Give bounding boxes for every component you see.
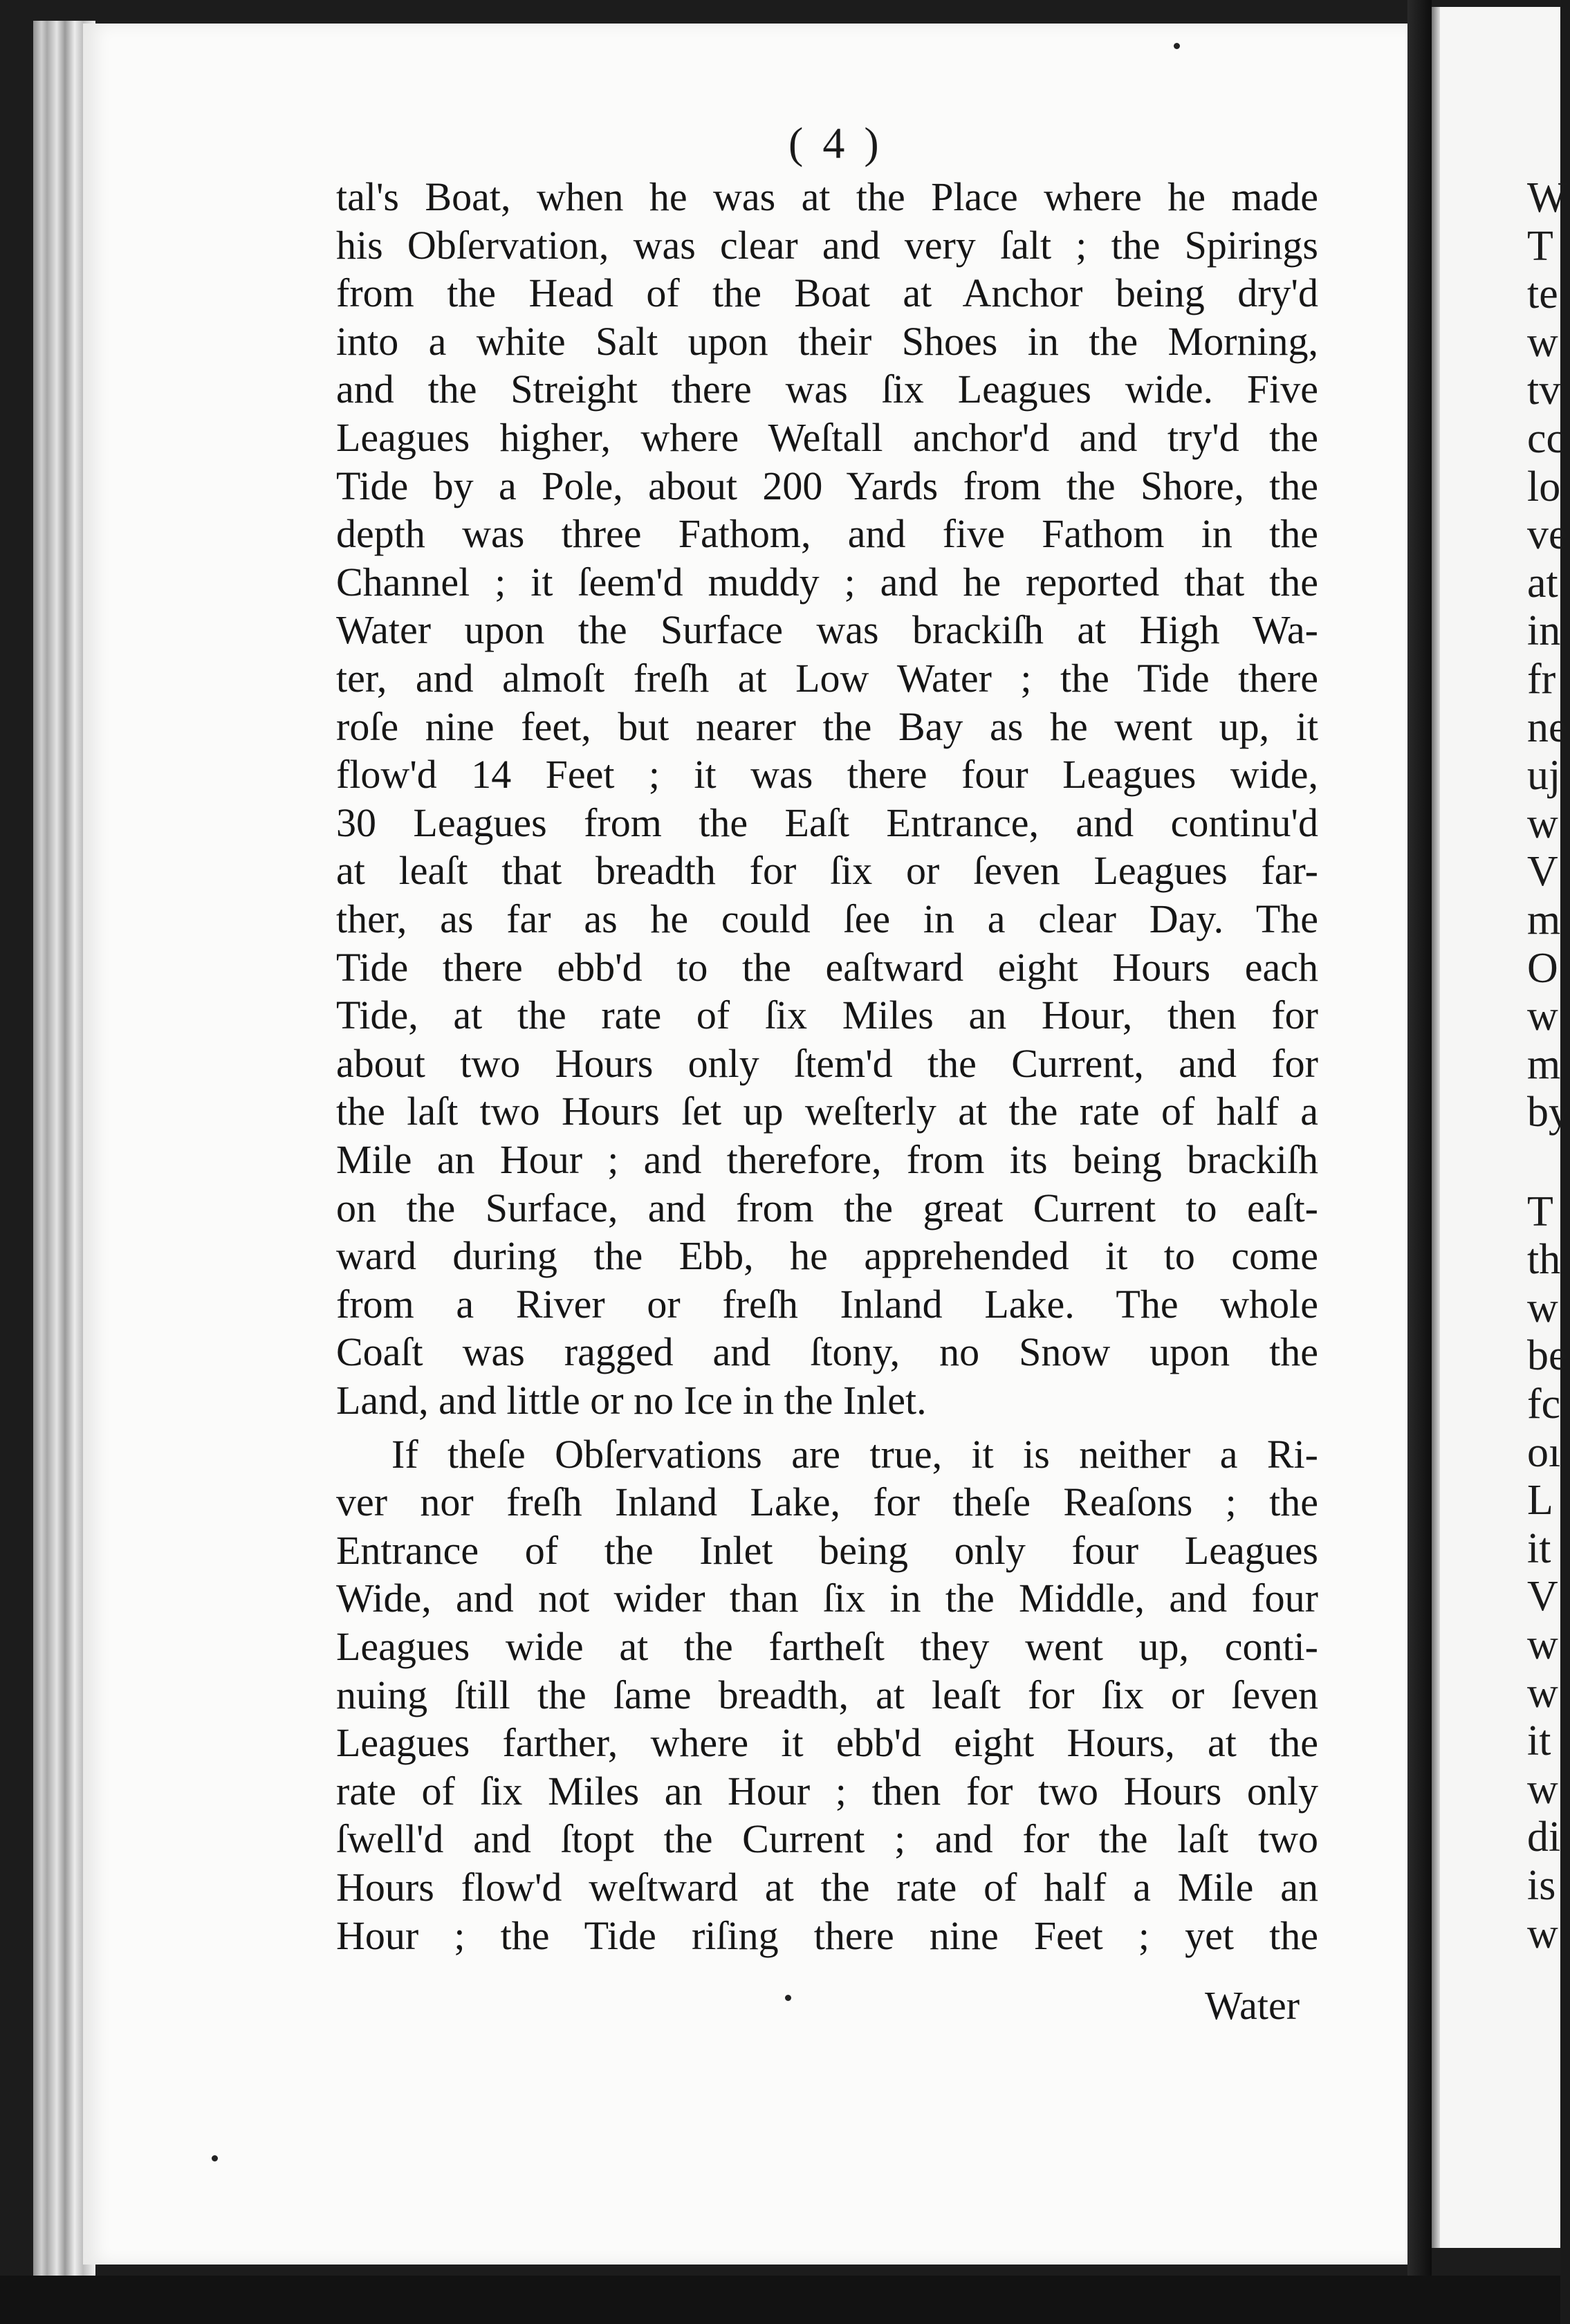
text-line: depth was three Fathom, and five Fathom in the [336,511,1318,557]
facing-page-line-start: w [1527,1910,1558,1957]
facing-page-line-start: cc [1527,415,1566,462]
facing-page-line-start: ve [1527,511,1568,559]
gutter-shadow [1407,0,1432,2324]
text-line: about two Hours only ſtem'd the Current, and for [336,1040,1318,1086]
facing-page-line-start: w [1527,1669,1558,1717]
text-line: into a white Salt upon their Shoes in the Morning, [336,318,1318,364]
facing-page-line-start: L [1527,1477,1553,1524]
facing-page-line-start: oı [1527,1428,1561,1476]
facing-page-line-start: w [1527,318,1558,366]
facing-page-line-start: it [1527,1524,1551,1572]
text-line: from a River or freſh Inland Lake. The whole [336,1281,1318,1327]
text-line: Leagues farther, where it ebb'd eight Hours, at the [336,1720,1318,1766]
text-line: Entrance of the Inlet being only four Leagues [336,1527,1318,1573]
text-line: If theſe Obſervations are true, it is neither a Ri- [391,1431,1318,1477]
ink-speck [785,1995,791,2001]
text-line: ver nor freſh Inland Lake, for theſe Reaſons ; the [336,1479,1318,1525]
text-line: Mile an Hour ; and therefore, from its being brackiſh [336,1137,1318,1182]
text-line: nuing ſtill the ſame breadth, at leaſt for ſix or ſeven [336,1672,1318,1717]
facing-page-line-start: V [1527,1573,1558,1621]
text-line: ward during the Ebb, he apprehended it to come [336,1233,1318,1279]
text-line: from the Head of the Boat at Anchor being dry'd [336,270,1318,316]
text-line: Land, and little or no Ice in the Inlet. [336,1378,927,1423]
facing-page-line-start: w [1527,1621,1558,1668]
facing-page-line-start: V [1527,848,1558,896]
text-line: Leagues wide at the fartheſt they went up, conti- [336,1624,1318,1669]
text-line: Coaſt was ragged and ſtony, no Snow upon the [336,1329,1318,1375]
text-line: and the Streight there was ſix Leagues wide. Five [336,367,1318,412]
facing-page-line-start: di [1527,1814,1561,1861]
facing-page-line-start: fr [1527,656,1556,703]
text-line: rate of ſix Miles an Hour ; then for two Hours only [336,1768,1318,1814]
text-line: Channel ; it ſeem'd muddy ; and he reported that the [336,559,1318,605]
facing-page-line-start: T [1527,1188,1553,1235]
facing-page-line-start: O [1527,944,1558,992]
ink-speck [1174,43,1180,49]
text-line: tal's Boat, when he was at the Place where he made [336,174,1318,219]
text-line: ther, as far as he could ſee in a clear Day. The [336,896,1318,941]
text-line: on the Surface, and from the great Current to eaſt- [336,1185,1318,1230]
facing-page-line-start: be [1527,1332,1568,1380]
facing-page-line-start: uj [1527,752,1561,800]
facing-page-edge [1432,7,1440,2248]
text-line: Wide, and not wider than ſix in the Middle, and four [336,1576,1318,1621]
facing-page-line-start: by [1527,1089,1570,1136]
text-line: roſe nine feet, but nearer the Bay as he went up, it [336,703,1318,749]
facing-page-line-start: te [1527,270,1558,318]
facing-page-line-start: ne [1527,703,1568,751]
text-line: the laſt two Hours ſet up weſterly at the rate of half a [336,1089,1318,1134]
catchword: Water [1205,1983,1300,2028]
facing-page-line-start: w [1527,993,1558,1040]
text-line: his Obſervation, was clear and very ſalt ; the Spirings [336,222,1318,268]
facing-page-line-start: th [1527,1236,1561,1284]
text-line: flow'd 14 Feet ; it was there four Leagues wide, [336,752,1318,797]
page-number: ( 4 ) [788,118,883,167]
text-line: Tide, at the rate of ſix Miles an Hour, then for [336,993,1318,1038]
facing-page-line-start: is [1527,1862,1556,1909]
text-line: Leagues higher, where Weſtall anchor'd and try'd the [336,415,1318,460]
text-line: at leaſt that breadth for ſix or ſeven Leagues far- [336,848,1318,894]
facing-page-line-start: m [1527,1040,1561,1088]
text-line: Tide by a Pole, about 200 Yards from the Shore, the [336,463,1318,508]
facing-page-line-start: at [1527,559,1558,607]
text-line: 30 Leagues from the Eaſt Entrance, and continu'd [336,800,1318,845]
facing-page-line-start: tv [1527,367,1561,414]
text-line: Water upon the Surface was brackiſh at High Wa- [336,607,1318,653]
facing-page-line-start: w [1527,1765,1558,1813]
facing-page-line-start: w [1527,1284,1558,1331]
text-line: ter, and almoſt freſh at Low Water ; the Tide there [336,656,1318,701]
facing-page-line-start: it [1527,1717,1551,1765]
facing-page-fragment [1432,7,1570,2248]
facing-page-line-start: in [1527,607,1561,655]
text-line: Hour ; the Tide riſing there nine Feet ; yet the [336,1912,1318,1958]
text-line: Hours flow'd weſtward at the rate of half a Mile an [336,1865,1318,1910]
facing-page-line-start: fc [1527,1381,1561,1428]
ink-speck [212,2155,218,2161]
facing-page-line-start: T [1527,222,1553,270]
facing-page-line-start: m [1527,896,1561,943]
facing-page-line-start: lo [1527,463,1561,510]
scan-bottom-border [0,2276,1560,2324]
text-line: Tide there ebb'd to the eaſtward eight Hours each [336,944,1318,990]
facing-page-line-start: W [1527,174,1568,221]
facing-page-line-start: w [1527,800,1558,847]
text-line: ſwell'd and ſtopt the Current ; and for the laſt two [336,1816,1318,1862]
